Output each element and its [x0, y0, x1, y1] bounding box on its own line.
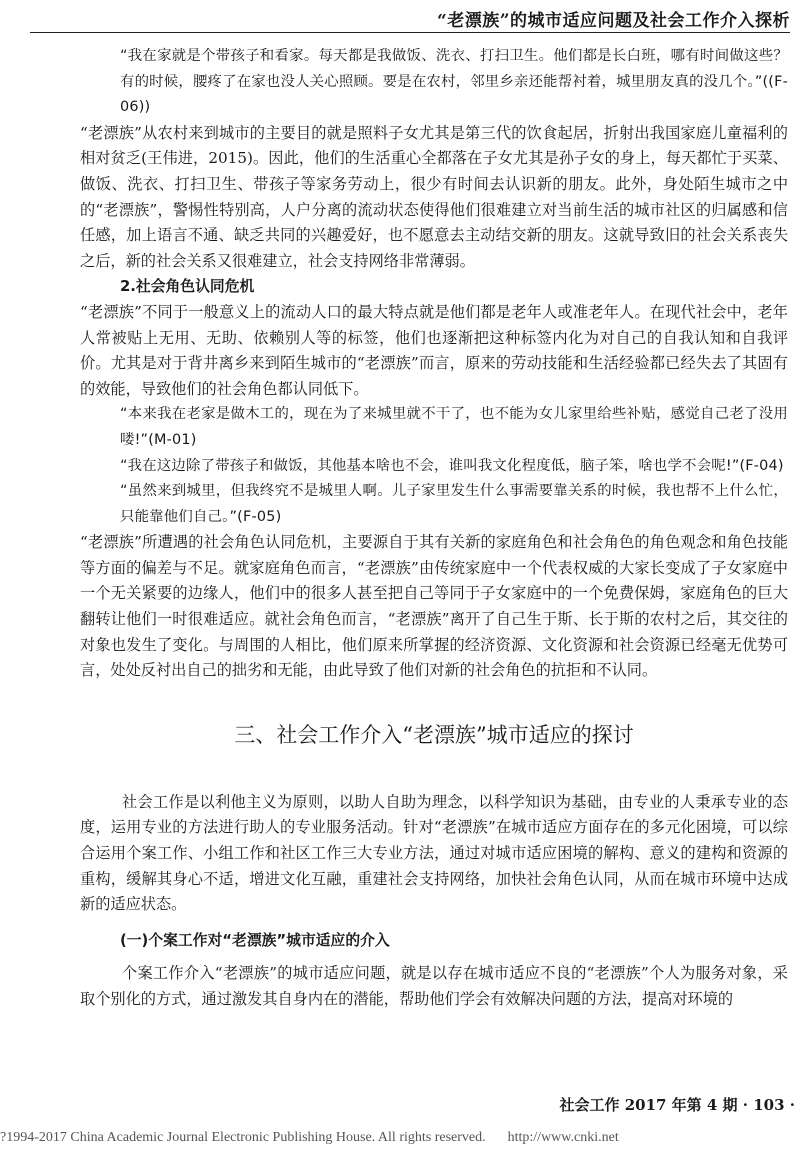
journal-issue: 社会工作 2017 年第 4 期 [559, 1096, 738, 1114]
copyright-notice: ?1994-2017 China Academic Journal Electronic Publishing House. All rights reserved. [0, 1130, 486, 1145]
copyright-line [0, 1130, 809, 1146]
page-footer [540, 1094, 795, 1115]
interview-quote: “我在这边除了带孩子和做饭，其他基本啥也不会，谁叫我文化程度低，脑子笨，啥也学不会呢!”(F-04) [120, 457, 784, 474]
interview-quote: “我在家就是个带孩子和看家。每天都是我做饭、洗衣、打扫卫生。他们都是长白班，哪有时间做这些？有的时候，腰疼了在家也没人关心照顾。要是在农村，邻里乡亲还能帮衬着，城里朋友真的没几个。”((F-06)) [120, 48, 788, 116]
interview-quote: “虽然来到城里，但我终究不是城里人啊。儿子家里发生什么事需要靠关系的时候，我也帮不上什么忙，只能靠他们自己。”(F-05) [120, 483, 788, 525]
interview-quote: “本来我在老家是做木工的，现在为了来城里就不干了，也不能为女儿家里给些补贴，感觉自己老了没用喽!”(M-01) [120, 406, 788, 448]
paragraph: “老漂族”从农村来到城市的主要目的就是照料子女尤其是第三代的饮食起居，折射出我国家庭儿童福利的相对贫乏(王伟进，2015)。因此，他们的生活重心全都落在子女尤其是孙子女的身上，每天都忙于买菜、做饭、洗衣、打扫卫生、带孩子等家务劳动上，很少有时间去认识新的朋友。此外，身处陌生城市之中的“老漂族”，警惕性特别高，人户分离的流动状态使得他们很难建立对当前生活的城市社区的归属感和信任感，加上语言不通、缺乏共同的兴趣爱好，也不愿意去主动结交新的朋友。这就导致旧的社会关系丧失之后，新的社会关系又很难建立，社会支持网络非常薄弱。 [80, 123, 788, 270]
page-body [80, 42, 788, 1013]
paragraph: 社会工作是以利他主义为原则，以助人自助为理念，以科学知识为基础，由专业的人秉承专业的态度，运用专业的方法进行助人的专业服务活动。针对“老漂族”在城市适应方面存在的多元化困境，可以综合运用个案工作、小组工作和社区工作三大专业方法，通过对城市适应困境的解构、意义的建构和资源的重构，缓解其身心不适，增进文化互融，重建社会支持网络，加快社会角色认同，从而在城市环境中达成新的适应状态。 [80, 792, 788, 914]
section-title: 三、社会工作介入“老漂族”城市适应的探讨 [234, 722, 634, 747]
paragraph: “老漂族”不同于一般意义上的流动人口的最大特点就是他们都是老年人或准老年人。在现代社会中，老年人常被贴上无用、无助、依赖别人等的标签，他们也逐渐把这种标签内化为对自己的自我认知和自我评价。尤其是对于背井离乡来到陌生城市的“老漂族”而言，原来的劳动技能和生活经验都已经失去了其固有的效能，导致他们的社会角色都认同低下。 [80, 302, 788, 398]
running-header: “老漂族”的城市适应问题及社会工作介入探析 [436, 11, 790, 31]
subheading: 2.社会角色认同危机 [120, 278, 255, 296]
header-rule [30, 32, 790, 33]
paragraph: “老漂族”所遭遇的社会角色认同危机，主要源自于其有关新的家庭角色和社会角色的角色观念和角色技能等方面的偏差与不足。就家庭角色而言，“老漂族”由传统家庭中一个代表权威的大家长变成了子女家庭中一个无关紧要的边缘人，他们中的很多人甚至把自己等同于子女家庭中的一个免费保姆，家庭角色的巨大翻转让他们一时很难适应。就社会角色而言，“老漂族”离开了自己生于斯、长于斯的农村之后，其交往的对象也发生了变化。与周围的人相比，他们原来所掌握的经济资源、文化资源和社会资源已经毫无优势可言，处处反衬出自己的拙劣和无能，由此导致了他们对新的社会角色的抗拒和不认同。 [80, 533, 788, 680]
paragraph: 个案工作介入“老漂族”的城市适应问题，就是以存在城市适应不良的“老漂族”个人为服务对象，采取个别化的方式，通过激发其自身内在的潜能，帮助他们学会有效解决问题的方法，提高对环境的 [80, 964, 788, 1008]
subheading: (一)个案工作对“老漂族”城市适应的介入 [120, 931, 390, 949]
cnki-url[interactable]: http://www.cnki.net [507, 1130, 619, 1145]
page-number: · 103 · [742, 1096, 795, 1114]
